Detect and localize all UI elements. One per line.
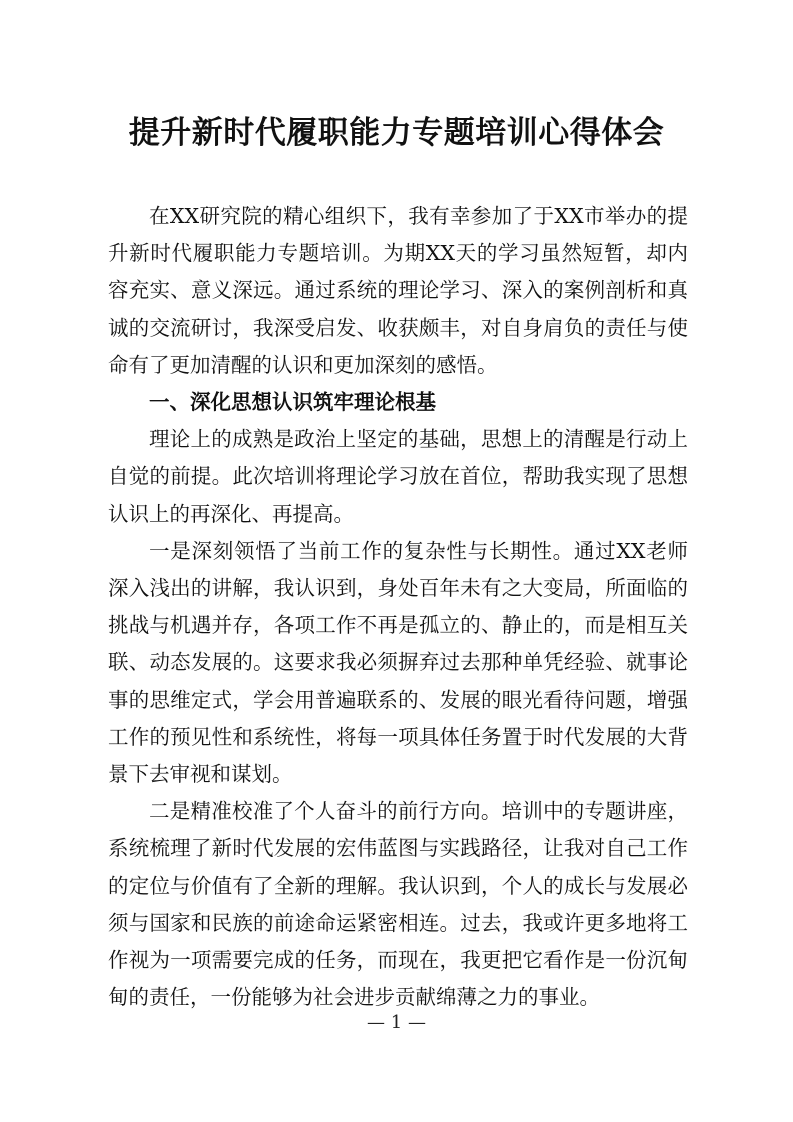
point-2-text: 精准校准了个人奋斗的前行方向。培训中的专题讲座，系统梳理了新时代发展的宏伟蓝图与实践路径，让我对自己工作的定位与价值有了全新的理解。我认识到，个人的成长与发展必须与国家和民族的前途命运紧密相连。过去，我或许更多地将工作视为一项需要完成的任务，而现在，我更把它看作是一份沉甸甸的责任，一份能够为社会进步贡献绵薄之力的事业。 — [108, 799, 689, 1010]
point-1-text: 深刻领悟了当前工作的复杂性与长期性。通过XX老师深入浅出的讲解，我认识到，身处百年未有之大变局，所面临的挑战与机遇并存，各项工作不再是孤立的、静止的，而是相互关联、动态发展的。这要求我必须摒弃过去那种单凭经验、就事论事的思维定式，学会用普遍联系的、发展的眼光看待问题，增强工作的预见性和系统性，将每一项具体任务置于时代发展的大背景下去审视和谋划。 — [108, 538, 688, 787]
intro-paragraph: 在XX研究院的精心组织下，我有幸参加了于XX市举办的提升新时代履职能力专题培训。为期XX天的学习虽然短暂，却内容充实、意义深远。通过系统的理论学习、深入的案例剖析和真诚的交流研讨，我深受启发、收获颇丰，对自身肩负的责任与使命有了更加清醒的认识和更加深刻的感悟。 — [108, 204, 688, 377]
point-1-lead: 一是 — [149, 538, 192, 563]
point-2-paragraph — [108, 793, 688, 1016]
section-heading-1: 一、深化思想认识筑牢理论根基 — [149, 390, 436, 415]
document-title: 提升新时代履职能力专题培训心得体会 — [128, 115, 665, 151]
point-1-paragraph — [108, 533, 688, 793]
section-1-paragraph: 理论上的成熟是政治上坚定的基础，思想上的清醒是行动上自觉的前提。此次培训将理论学习放在首位，帮助我实现了思想认识上的再深化、再提高。 — [108, 427, 688, 526]
document-body — [108, 198, 688, 1016]
page-number: — 1 — — [367, 1012, 426, 1033]
point-2-lead: 二是 — [149, 799, 191, 824]
